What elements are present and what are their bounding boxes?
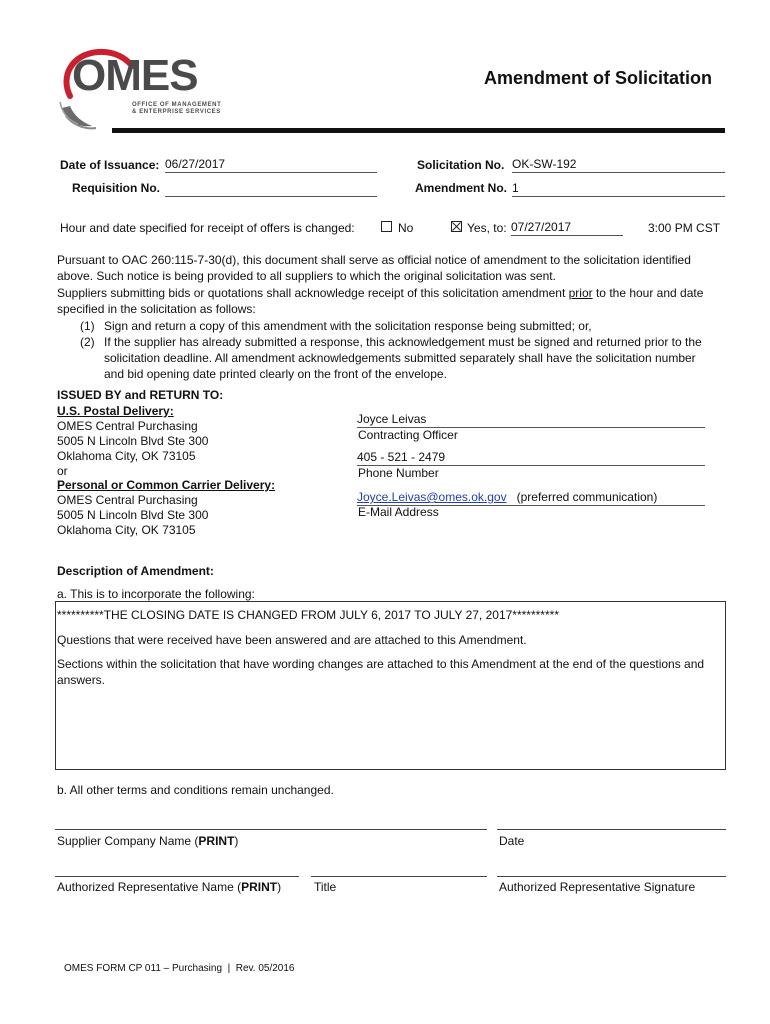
description-a-label: a. This is to incorporate the following: [57,587,255,601]
offers-changed-text: Hour and date specified for receipt of offers is changed: [60,221,355,235]
form-footer: OMES FORM CP 011 – Purchasing | Rev. 05/2016 [64,963,295,974]
postal-delivery-heading: U.S. Postal Delivery: [57,404,174,418]
carrier-address-line: Oklahoma City, OK 73105 [57,523,196,537]
postal-address-line: OMES Central Purchasing [57,419,198,433]
carrier-delivery-heading: Personal or Common Carrier Delivery: [57,478,276,492]
page-title: Amendment of Solicitation [484,68,713,88]
carrier-address-line: 5005 N Lincoln Blvd Ste 300 [57,508,209,522]
no-checkbox-label: No [398,221,414,235]
contact-phone-field [357,449,705,466]
new-offer-date-field[interactable] [511,220,623,236]
no-checkbox[interactable] [381,221,392,232]
or-separator: or [57,464,68,478]
yes-checkbox[interactable] [451,221,462,232]
contact-phone-label: Phone Number [358,466,439,480]
date-line[interactable] [497,829,726,830]
contact-name: Joyce Leivas [357,412,427,426]
notice-paragraph-2 [57,285,727,317]
signature-line[interactable] [497,876,726,877]
checkbox-x-mark-icon [452,222,461,231]
title-line[interactable] [311,876,487,877]
header-rule [112,128,725,133]
date-signature-label: Date [499,834,525,848]
supplier-name-line[interactable] [55,829,487,830]
contact-email-link[interactable]: Joyce.Leivas@omes.ok.gov [357,490,507,504]
rep-name-line[interactable] [55,876,299,877]
logo-wordmark: OMES [72,51,198,100]
notice-item-2-number: (2) [80,335,95,349]
description-heading: Description of Amendment: [57,564,214,578]
date-of-issuance-field[interactable] [165,157,377,173]
solicitation-no-label: Solicitation No. [417,158,505,172]
logo-subtitle-line2: & ENTERPRISE SERVICES [132,109,221,115]
amendment-no-value: 1 [512,181,519,195]
contact-email-label: E-Mail Address [358,505,439,519]
amendment-no-label: Amendment No. [415,181,508,195]
carrier-address-line: OMES Central Purchasing [57,493,198,507]
notice-item-2-text: If the supplier has already submitted a response, this acknowledgement must be signed and returned prior to the solicitation deadline. All amendment acknowledgements submitted separately shall have the solicitation number and bid opening date printed clearly on the front of the envelope. [104,335,702,381]
notice-item-1-number: (1) [80,319,95,333]
issued-by-heading: ISSUED BY and RETURN TO: [57,388,224,402]
contact-email-note: (preferred communication) [516,490,658,504]
logo-subtitle-line1: OFFICE OF MANAGEMENT [132,102,222,108]
notice-prior-underlined: prior [568,286,593,300]
notice-paragraph-2-pre: Suppliers submitting bids or quotations shall acknowledge receipt of this solicitation amendment [57,286,569,300]
new-offer-date-value: 07/27/2017 [511,220,572,234]
description-line-3: Sections within the solicitation that have wording changes are attached to this Amendment at the end of the questions and answers. [57,657,705,687]
contact-name-field [357,411,705,428]
title-label: Title [314,880,337,894]
date-of-issuance-value: 06/27/2017 [165,157,226,171]
contact-email-field [357,489,705,506]
amendment-no-field[interactable] [512,181,725,197]
omes-logo [52,46,242,130]
yes-checkbox-label: Yes, to: [467,221,507,235]
solicitation-no-value: OK-SW-192 [512,157,577,171]
description-line-1: **********THE CLOSING DATE IS CHANGED FROM JULY 6, 2017 TO JULY 27, 2017********** [57,608,559,622]
solicitation-no-field[interactable] [512,157,725,173]
requisition-no-field[interactable] [165,181,377,197]
supplier-name-label: Supplier Company Name (PRINT) [57,834,239,848]
postal-address-line: Oklahoma City, OK 73105 [57,449,196,463]
requisition-no-label: Requisition No. [72,181,160,195]
notice-item-1-text: Sign and return a copy of this amendment with the solicitation response being submitted; or, [104,319,592,333]
rep-signature-label: Authorized Representative Signature [499,880,696,894]
date-of-issuance-label: Date of Issuance: [60,158,160,172]
postal-address-line: 5005 N Lincoln Blvd Ste 300 [57,434,209,448]
description-box[interactable] [55,601,726,770]
notice-paragraph-2-post: to the hour and date specified in the solicitation as follows: [57,286,704,316]
new-offer-time: 3:00 PM CST [648,221,721,235]
description-line-2: Questions that were received have been answered and are attached to this Amendment. [57,633,527,647]
contact-name-label: Contracting Officer [358,428,458,442]
notice-paragraph-1 [57,252,727,284]
description-b-label: b. All other terms and conditions remain unchanged. [57,783,334,797]
notice-paragraph-1-text: Pursuant to OAC 260:115-7-30(d), this document shall serve as official notice of amendment to the solicitation identified above. Such notice is being provided to all suppliers to which the original solicitation was sent. [57,253,691,283]
contact-phone: 405 - 521 - 2479 [357,450,446,464]
rep-name-label: Authorized Representative Name (PRINT) [57,880,282,894]
